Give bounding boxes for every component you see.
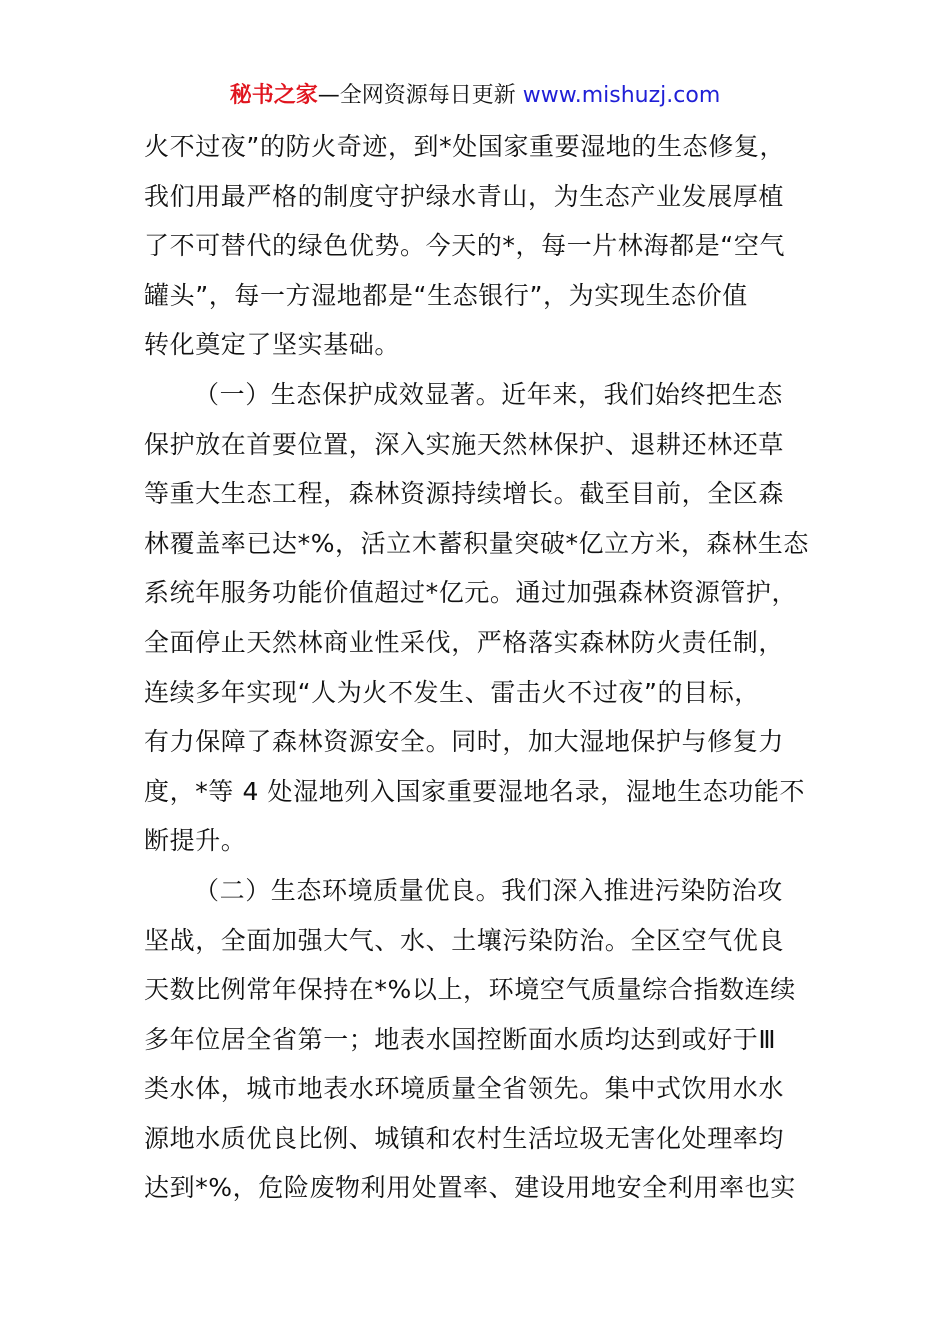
- section-heading-line: （一）生态保护成效显著。近年来，我们始终把生态: [194, 379, 783, 409]
- section-heading-line: （二）生态环境质量优良。我们深入推进污染防治攻: [194, 875, 783, 905]
- text-line: 保护放在首要位置，深入实施天然林保护、退耕还林还草: [144, 429, 785, 459]
- text-line: 天数比例常年保持在*%以上，环境空气质量综合指数连续: [144, 975, 796, 1005]
- text-line: 我们用最严格的制度守护绿水青山，为生态产业发展厚植: [144, 181, 785, 211]
- text-line: 火不过夜”的防火奇迹，到*处国家重要湿地的生态修复，: [144, 132, 786, 161]
- text-line: 度，*等 4 处湿地列入国家重要湿地名录，湿地生态功能不: [144, 776, 806, 806]
- text-line: 转化奠定了坚实基础。: [144, 330, 401, 360]
- text-line: 坚战，全面加强大气、水、土壤污染防治。全区空气优良: [144, 925, 785, 955]
- text-line: 有力保障了森林资源安全。同时，加大湿地保护与修复力: [144, 727, 785, 757]
- text-line: 连续多年实现“人为火不发生、雷击火不过夜”的目标，: [144, 677, 760, 707]
- text-line: 等重大生态工程，森林资源持续增长。截至目前，全区森: [144, 479, 785, 509]
- text-line: 罐头”，每一方湿地都是“生态银行”，为实现生态价值: [144, 280, 748, 310]
- text-line: 类水体，城市地表水环境质量全省领先。集中式饮用水水: [144, 1074, 785, 1104]
- text-line: 了不可替代的绿色优势。今天的*，每一片林海都是“空气: [144, 231, 786, 261]
- document-body: [144, 122, 808, 1213]
- site-brand: 秘书之家: [229, 83, 318, 108]
- text-line: 全面停止天然林商业性采伐，严格落实森林防火责任制，: [144, 627, 785, 657]
- page-header: [0, 80, 950, 112]
- text-line: 达到*%，危险废物利用处置率、建设用地安全利用率也实: [144, 1173, 796, 1203]
- text-line: 林覆盖率已达*%，活立木蓄积量突破*亿立方米，森林生态: [144, 528, 809, 558]
- text-line: 源地水质优良比例、城镇和农村生活垃圾无害化处理率均: [144, 1123, 785, 1153]
- text-line: 系统年服务功能价值超过*亿元。通过加强森林资源管护，: [144, 578, 798, 608]
- site-tagline: —全网资源每日更新: [317, 83, 523, 108]
- text-line: 断提升。: [144, 826, 247, 856]
- text-line: 多年位居全省第一；地表水国控断面水质均达到或好于Ⅲ: [144, 1024, 777, 1054]
- site-url-link[interactable]: www.mishuzj.com: [522, 83, 721, 108]
